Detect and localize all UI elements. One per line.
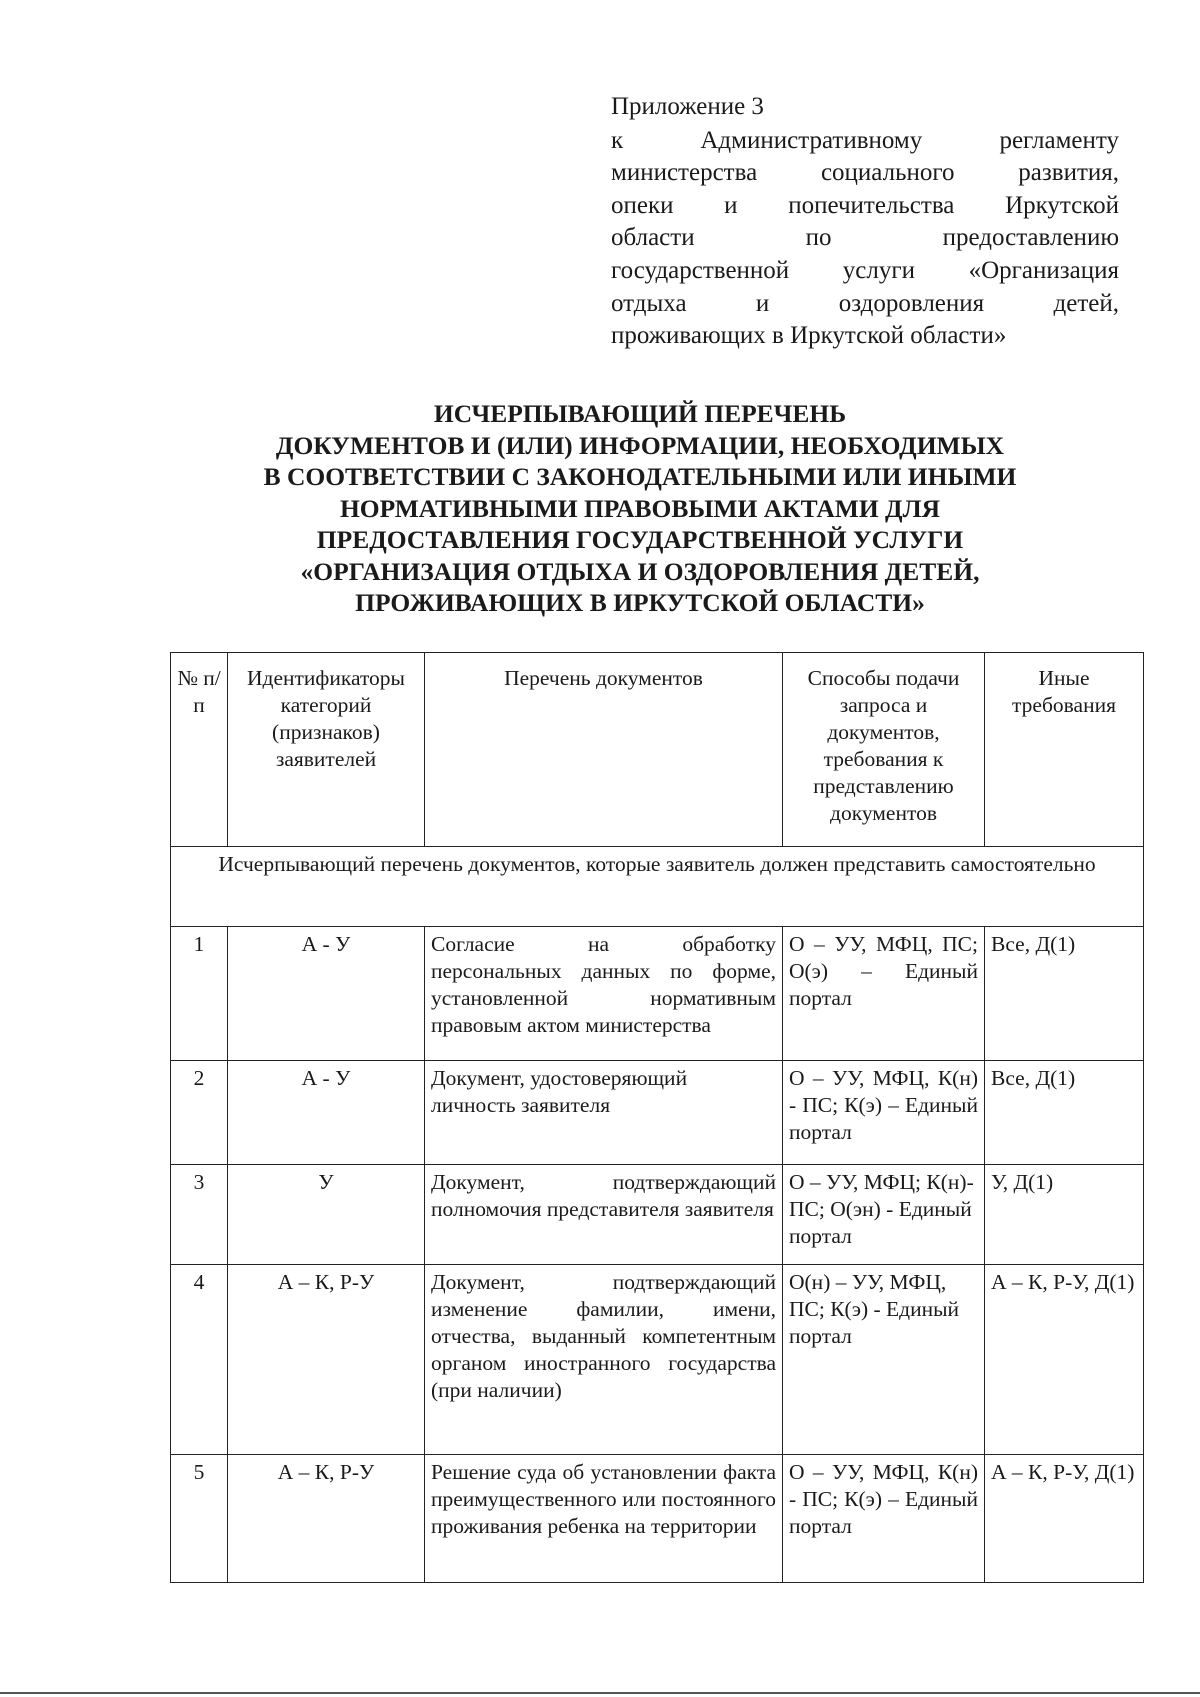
row-number: 3 bbox=[171, 1165, 228, 1265]
row-requirement: У, Д(1) bbox=[985, 1165, 1144, 1265]
annex-line: области по предоставлению bbox=[611, 224, 1119, 252]
title-line: «ОРГАНИЗАЦИЯ ОТДЫХА И ОЗДОРОВЛЕНИЯ ДЕТЕЙ, bbox=[300, 556, 980, 586]
section-row bbox=[171, 847, 1144, 927]
row-method: О – УУ, МФЦ, К(н) - ПС; К(э) – Единый портал bbox=[783, 1455, 985, 1583]
annex-line: проживающих в Иркутской области» bbox=[611, 322, 1007, 350]
title-line: ПРОЖИВАЮЩИХ В ИРКУТСКОЙ ОБЛАСТИ» bbox=[355, 588, 925, 617]
table-row bbox=[171, 1165, 1144, 1265]
header-applicant-categories: Идентификаторы категорий (признаков) заявителей bbox=[228, 653, 425, 847]
title-line: ДОКУМЕНТОВ И (ИЛИ) ИНФОРМАЦИИ, НЕОБХОДИМЫХ bbox=[275, 430, 1005, 460]
document-title bbox=[180, 398, 1100, 619]
row-applicant-id: А - У bbox=[228, 1061, 425, 1165]
annex-header bbox=[611, 91, 1119, 353]
row-method: О(н) – УУ, МФЦ, ПС; К(э) - Единый портал bbox=[783, 1265, 985, 1455]
row-method: О – УУ, МФЦ, К(н) - ПС; К(э) – Единый портал bbox=[783, 1061, 985, 1165]
row-number: 1 bbox=[171, 927, 228, 1061]
row-method: О – УУ, МФЦ, ПС; О(э) – Единый портал bbox=[783, 927, 985, 1061]
header-number: № п/п bbox=[171, 653, 228, 847]
annex-line: министерства социального развития, bbox=[611, 159, 1119, 187]
annex-number: Приложение 3 bbox=[611, 93, 764, 120]
row-document: Документ, удостоверяющий личность заявителя bbox=[425, 1061, 783, 1165]
row-applicant-id: У bbox=[228, 1165, 425, 1265]
row-requirement: А – К, Р-У, Д(1) bbox=[985, 1455, 1144, 1583]
row-document: Согласие на обработку персональных данных по форме, установленной нормативным правовым актом министерства bbox=[425, 927, 783, 1061]
row-applicant-id: А – К, Р-У bbox=[228, 1455, 425, 1583]
row-document: Документ, подтверждающий полномочия представителя заявителя bbox=[425, 1165, 783, 1265]
row-method: О – УУ, МФЦ; К(н)-ПС; О(эн) - Единый портал bbox=[783, 1165, 985, 1265]
title-line: В СООТВЕТСТВИИ С ЗАКОНОДАТЕЛЬНЫМИ ИЛИ ИНЫМИ bbox=[263, 462, 1017, 491]
row-document: Решение суда об установлении факта преимущественного или постоянного проживания ребенка на территории bbox=[425, 1455, 783, 1583]
annex-line: государственной услуги «Организация bbox=[611, 256, 1119, 284]
row-requirement: А – К, Р-У, Д(1) bbox=[985, 1265, 1144, 1455]
table-row bbox=[171, 1061, 1144, 1165]
row-document: Документ, подтверждающий изменение фамилии, имени, отчества, выданный компетентным органом иностранного государства (при наличии) bbox=[425, 1265, 783, 1455]
scan-edge-line bbox=[0, 1692, 1200, 1694]
annex-reference bbox=[611, 125, 1119, 353]
table-row bbox=[171, 1265, 1144, 1455]
row-applicant-id: А - У bbox=[228, 927, 425, 1061]
title-line: ИСЧЕРПЫВАЮЩИЙ ПЕРЕЧЕНЬ bbox=[433, 399, 847, 428]
annex-line: опеки и попечительства Иркутской bbox=[611, 191, 1119, 219]
row-number: 2 bbox=[171, 1061, 228, 1165]
section-title: Исчерпывающий перечень документов, которые заявитель должен представить самостоятельно bbox=[171, 847, 1144, 927]
title-line: НОРМАТИВНЫМИ ПРАВОВЫМИ АКТАМИ ДЛЯ bbox=[339, 493, 941, 523]
title-line: ПРЕДОСТАВЛЕНИЯ ГОСУДАРСТВЕННОЙ УСЛУГИ bbox=[316, 525, 964, 554]
annex-line: к Административному регламенту bbox=[611, 126, 1119, 154]
annex-line: отдыха и оздоровления детей, bbox=[611, 289, 1119, 317]
row-applicant-id: А – К, Р-У bbox=[228, 1265, 425, 1455]
header-other-requirements: Иные требования bbox=[985, 653, 1144, 847]
row-requirement: Все, Д(1) bbox=[985, 1061, 1144, 1165]
table-header-row bbox=[171, 653, 1144, 847]
header-submission-methods: Способы подачи запроса и документов, требования к представлению документов bbox=[783, 653, 985, 847]
table-row bbox=[171, 1455, 1144, 1583]
row-number: 5 bbox=[171, 1455, 228, 1583]
documents-table bbox=[170, 652, 1144, 1583]
header-document-list: Перечень документов bbox=[425, 653, 783, 847]
table-row bbox=[171, 927, 1144, 1061]
row-requirement: Все, Д(1) bbox=[985, 927, 1144, 1061]
row-number: 4 bbox=[171, 1265, 228, 1455]
